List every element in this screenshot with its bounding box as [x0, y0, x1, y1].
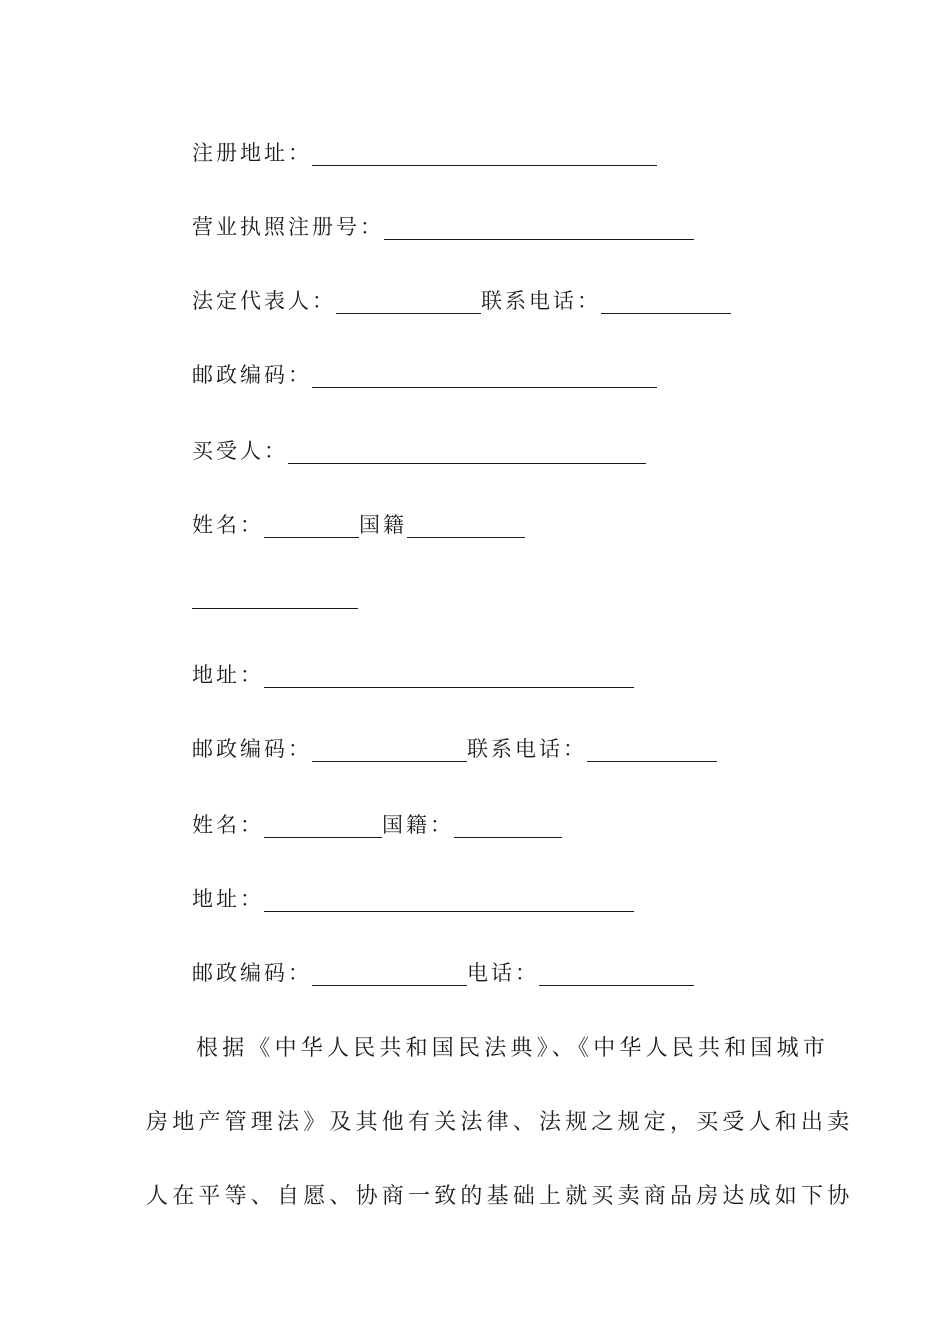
second-postcode-blank[interactable]: [312, 963, 467, 986]
second-phone-label: 电话：: [467, 961, 539, 985]
buyer-label: 买受人：: [192, 439, 288, 463]
second-name-blank[interactable]: [264, 815, 382, 838]
seller-postcode-row: [192, 356, 657, 388]
buyer-nationality-label: 国籍: [359, 513, 407, 537]
buyer-nationality-blank[interactable]: [407, 515, 525, 538]
buyer-postcode-row: [192, 730, 717, 762]
buyer-postcode-blank[interactable]: [312, 739, 467, 762]
second-address-blank[interactable]: [264, 889, 634, 912]
second-postcode-label: 邮政编码：: [192, 961, 312, 985]
buyer-address-row: [192, 656, 634, 688]
second-phone-blank[interactable]: [539, 963, 694, 986]
buyer-phone-label: 联系电话：: [467, 737, 587, 761]
legal-rep-label: 法定代表人：: [192, 289, 336, 313]
seller-postcode-label: 邮政编码：: [192, 363, 312, 387]
business-license-row: [192, 208, 694, 240]
business-license-label: 营业执照注册号：: [192, 215, 384, 239]
standalone-blank-line[interactable]: [192, 608, 358, 609]
legal-rep-blank[interactable]: [336, 291, 481, 314]
second-postcode-row: [192, 954, 694, 986]
buyer-blank[interactable]: [288, 441, 646, 464]
paragraph-line-1: 根据《中华人民共和国民法典》、《中华人民共和国城市: [196, 1036, 830, 1061]
buyer-address-label: 地址：: [192, 663, 264, 687]
second-name-row: [192, 806, 562, 838]
paragraph-line-2: 房地产管理法》及其他有关法律、法规之规定，买受人和出卖: [146, 1110, 854, 1135]
registered-address-row: [192, 134, 657, 166]
seller-phone-blank[interactable]: [601, 291, 731, 314]
registered-address-label: 注册地址：: [192, 141, 312, 165]
buyer-row: [192, 432, 646, 464]
seller-phone-label: 联系电话：: [481, 289, 601, 313]
registered-address-blank[interactable]: [312, 143, 657, 166]
second-name-label: 姓名：: [192, 813, 264, 837]
second-nationality-label: 国籍：: [382, 813, 454, 837]
second-nationality-blank[interactable]: [454, 815, 562, 838]
business-license-blank[interactable]: [384, 217, 694, 240]
seller-postcode-blank[interactable]: [312, 365, 657, 388]
second-address-label: 地址：: [192, 887, 264, 911]
buyer-name-blank[interactable]: [264, 515, 359, 538]
buyer-phone-blank[interactable]: [587, 739, 717, 762]
buyer-postcode-label: 邮政编码：: [192, 737, 312, 761]
buyer-name-label: 姓名：: [192, 513, 264, 537]
paragraph-line-3: 人在平等、自愿、协商一致的基础上就买卖商品房达成如下协: [146, 1184, 854, 1209]
second-address-row: [192, 880, 634, 912]
buyer-address-blank[interactable]: [264, 665, 634, 688]
legal-rep-row: [192, 282, 731, 314]
buyer-name-row: [192, 506, 525, 538]
